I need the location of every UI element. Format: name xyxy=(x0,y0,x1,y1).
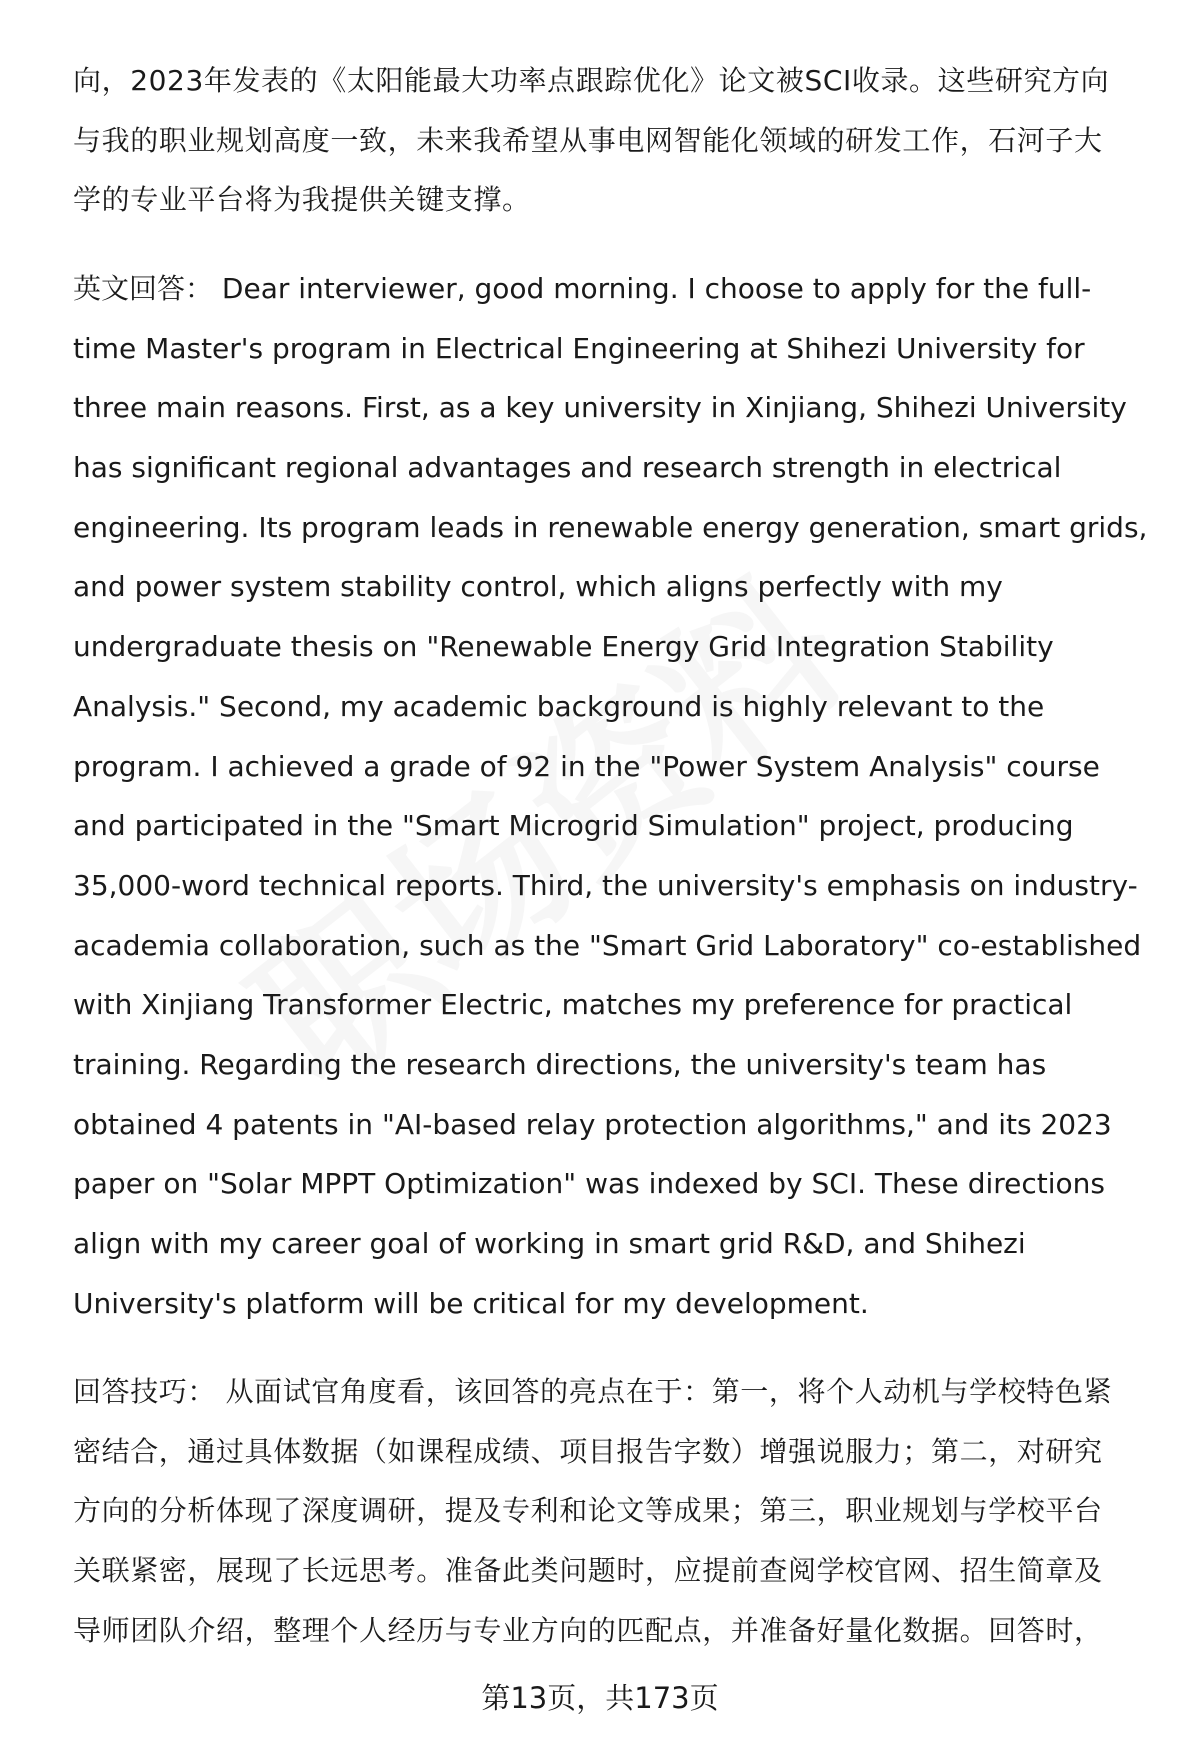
text-line: 英文回答： Dear interviewer, good morning. I choose to apply for the full- xyxy=(73,272,1092,305)
text-line: and participated in the "Smart Microgrid Simulation" project, producing xyxy=(73,809,1074,843)
text-line: three main reasons. First, as a key university in Xinjiang, Shihezi University xyxy=(73,391,1127,425)
text-line: align with my career goal of working in smart grid R&D, and Shihezi xyxy=(73,1227,1026,1260)
text-line: has significant regional advantages and research strength in electrical xyxy=(73,451,1062,485)
english-answer-paragraph xyxy=(73,259,1173,1333)
text-line: training. Regarding the research directions, the university's team has xyxy=(73,1047,1047,1081)
text-line: 回答技巧： 从面试官角度看，该回答的亮点在于：第一，将个人动机与学校特色紧 xyxy=(73,1375,1113,1408)
text-line: University's platform will be critical for my development. xyxy=(73,1286,869,1320)
text-line: 关联紧密，展现了长远思考。准备此类问题时，应提前查阅学校官网、招生简章及 xyxy=(73,1554,1103,1588)
text-line: 与我的职业规划高度一致，未来我希望从事电网智能化领域的研发工作，石河子大 xyxy=(73,123,1103,157)
text-line: time Master's program in Electrical Engineering at Shihezi University for xyxy=(73,331,1085,365)
text-line: paper on "Solar MPPT Optimization" was indexed by SCI. These directions xyxy=(73,1167,1105,1201)
text-line: 35,000-word technical reports. Third, the university's emphasis on industry- xyxy=(73,868,1138,902)
text-line: 密结合，通过具体数据（如课程成绩、项目报告字数）增强说服力；第二，对研究 xyxy=(73,1434,1103,1468)
text-line: and power system stability control, which aligns perfectly with my xyxy=(73,570,1003,604)
text-line: Analysis." Second, my academic background is highly relevant to the xyxy=(73,689,1045,723)
text-line: 导师团队介绍，整理个人经历与专业方向的匹配点，并准备好量化数据。回答时， xyxy=(73,1613,1103,1647)
text-line: academia collaboration, such as the "Smart Grid Laboratory" co-established xyxy=(73,928,1142,962)
text-line: obtained 4 patents in "AI-based relay protection algorithms," and its 2023 xyxy=(73,1107,1112,1141)
text-line: 方向的分析体现了深度调研，提及专利和论文等成果；第三，职业规划与学校平台 xyxy=(73,1494,1103,1528)
text-line: engineering. Its program leads in renewable energy generation, smart grids, xyxy=(73,510,1148,544)
page-number: 第13页，共173页 xyxy=(481,1681,719,1715)
chinese-continuation-paragraph xyxy=(73,51,1173,230)
answer-tips-paragraph xyxy=(73,1362,1173,1660)
text-line: program. I achieved a grade of 92 in the "Power System Analysis" course xyxy=(73,749,1100,783)
text-line: 向，2023年发表的《太阳能最大功率点跟踪优化》论文被SCI收录。这些研究方向 xyxy=(73,64,1110,97)
text-line: with Xinjiang Transformer Electric, matches my preference for practical xyxy=(73,988,1073,1022)
text-line: undergraduate thesis on "Renewable Energy Grid Integration Stability xyxy=(73,630,1054,664)
text-line: 学的专业平台将为我提供关键支撑。 xyxy=(73,183,531,217)
